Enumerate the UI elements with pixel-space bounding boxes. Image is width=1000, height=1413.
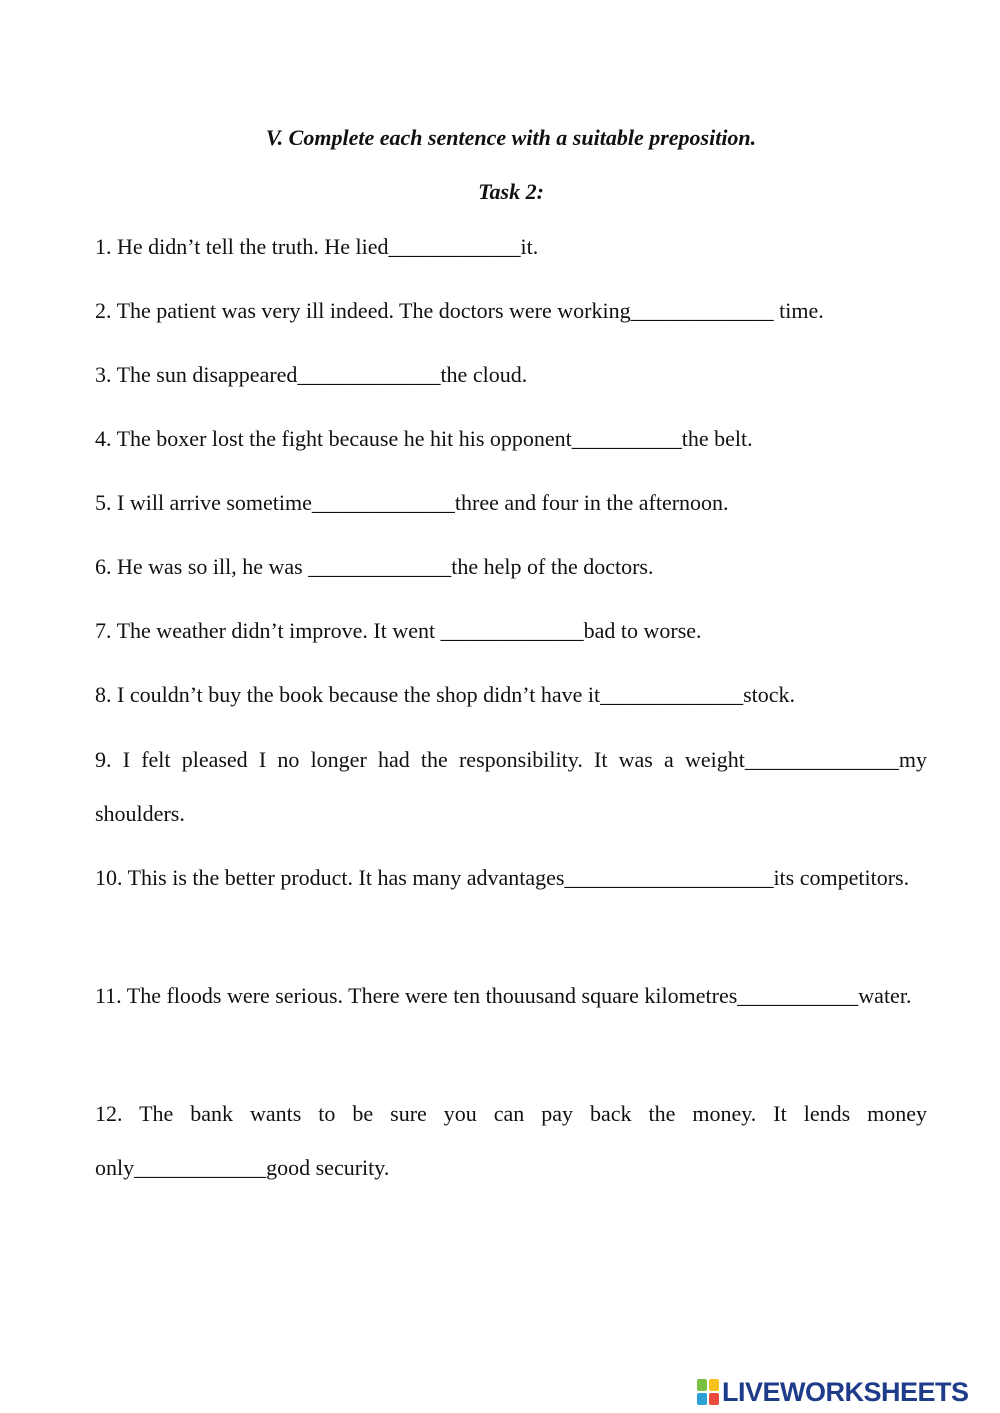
- question-text-after: it.: [520, 234, 539, 259]
- question-text-after: three and four in the afternoon.: [454, 490, 729, 515]
- question-text-after: bad to worse.: [583, 618, 702, 643]
- liveworksheets-logo: [697, 1374, 969, 1410]
- question-12: [95, 1087, 927, 1195]
- question-text-before: 4. The boxer lost the fight because he hit his opponent: [95, 426, 572, 451]
- question-text-after: stock.: [743, 682, 796, 707]
- question-text-before: 1. He didn’t tell the truth. He lied: [95, 234, 389, 259]
- answer-blank[interactable]: _____________: [630, 298, 774, 323]
- question-text-after: good security.: [266, 1155, 390, 1180]
- answer-blank[interactable]: ___________________: [564, 865, 774, 890]
- question-3: [95, 348, 927, 402]
- answer-blank[interactable]: ____________: [388, 234, 521, 259]
- question-text-before: 6. He was so ill, he was: [95, 554, 309, 579]
- logo-square-yellow: [709, 1379, 719, 1391]
- answer-blank[interactable]: _____________: [440, 618, 584, 643]
- answer-blank[interactable]: ______________: [744, 747, 899, 772]
- question-11: [95, 969, 927, 1023]
- question-5: [95, 476, 927, 530]
- logo-text: LIVEWORKSHEETS: [722, 1376, 969, 1407]
- answer-blank[interactable]: ____________: [134, 1155, 267, 1180]
- logo-square-red: [709, 1393, 719, 1405]
- question-text-after: the cloud.: [440, 362, 528, 387]
- question-6: [95, 540, 927, 594]
- question-text-after: the help of the doctors.: [451, 554, 654, 579]
- logo-square-green: [697, 1379, 707, 1391]
- question-text-before: 12. The bank wants to be sure you can pay back the money. It lends money only: [95, 1101, 927, 1180]
- question-text-after: water.: [858, 983, 912, 1008]
- question-9: [95, 733, 927, 841]
- task-label: Task 2:: [478, 179, 544, 204]
- question-text-after: my shoulders.: [95, 747, 927, 826]
- answer-blank[interactable]: ___________: [737, 983, 859, 1008]
- question-text-before: 5. I will arrive sometime: [95, 490, 312, 515]
- answer-blank[interactable]: _____________: [600, 682, 744, 707]
- question-text-before: 10. This is the better product. It has many advantages: [95, 865, 565, 890]
- question-text-after: its competitors.: [773, 865, 910, 890]
- answer-blank[interactable]: _____________: [311, 490, 455, 515]
- logo-square-blue: [697, 1393, 707, 1405]
- question-text-before: 2. The patient was very ill indeed. The doctors were working: [95, 298, 631, 323]
- question-text-before: 7. The weather didn’t improve. It went: [95, 618, 441, 643]
- answer-blank[interactable]: _____________: [308, 554, 452, 579]
- question-text-after: time.: [773, 298, 824, 323]
- logo-mark-icon: [697, 1379, 719, 1405]
- question-2: [95, 284, 927, 338]
- question-text-before: 9. I felt pleased I no longer had the responsibility. It was a weight: [95, 747, 745, 772]
- answer-blank[interactable]: __________: [571, 426, 682, 451]
- exercise-title: V. Complete each sentence with a suitable preposition.: [265, 125, 757, 150]
- question-text-after: the belt.: [681, 426, 753, 451]
- question-1: [95, 220, 927, 274]
- question-10: [95, 851, 927, 905]
- question-text-before: 8. I couldn’t buy the book because the shop didn’t have it: [95, 682, 601, 707]
- question-text-before: 3. The sun disappeared: [95, 362, 298, 387]
- question-8: [95, 668, 927, 722]
- answer-blank[interactable]: _____________: [297, 362, 441, 387]
- question-text-before: 11. The floods were serious. There were ten thouusand square kilometres: [95, 983, 738, 1008]
- question-7: [95, 604, 927, 658]
- question-4: [95, 412, 927, 466]
